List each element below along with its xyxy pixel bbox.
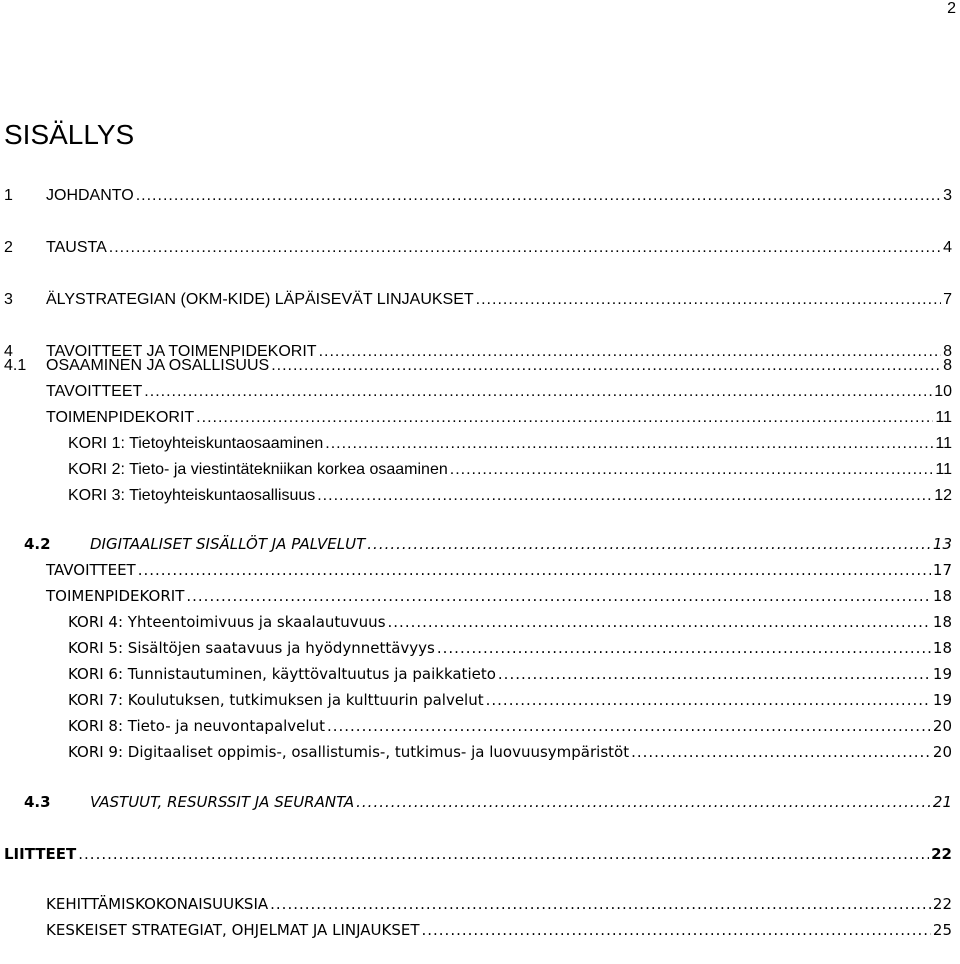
toc-leader: [327, 716, 931, 736]
toc-leader: [367, 534, 931, 554]
toc-entry-label: KESKEISET STRATEGIAT, OHJELMAT JA LINJAUKSET: [46, 921, 420, 939]
toc-entry-page: 17: [932, 561, 952, 579]
toc-entry-kori-8[interactable]: [0, 714, 960, 736]
toc-entry-page: 18: [932, 613, 952, 631]
toc-entry-page: 7: [943, 291, 952, 308]
toc-leader: [138, 560, 931, 580]
toc-entry-keskeiset-strategiat[interactable]: [0, 918, 960, 940]
toc-leader: [186, 586, 931, 606]
toc-entry-tausta[interactable]: [0, 236, 960, 258]
toc-entry-number: 4.1: [4, 357, 27, 374]
toc-entry-toimenpidekorit-2[interactable]: [0, 584, 960, 606]
toc-leader: [136, 186, 941, 206]
toc-entry-page: 20: [932, 717, 952, 735]
toc-entry-page: 3: [943, 187, 952, 204]
toc-entry-page: 22: [931, 845, 952, 863]
toc-leader: [317, 486, 932, 506]
toc-entry-toimenpidekorit[interactable]: [0, 406, 960, 428]
toc-leader: [631, 742, 931, 762]
toc-entry-number: 2: [4, 239, 13, 256]
toc-leader: [109, 238, 941, 258]
toc-entry-label: TAVOITTEET JA TOIMENPIDEKORIT: [46, 343, 317, 360]
toc-entry-page: 11: [935, 435, 952, 452]
toc-entry-kori-6[interactable]: [0, 662, 960, 684]
toc-title: SISÄLLYS: [4, 119, 135, 150]
toc-leader: [270, 894, 931, 914]
toc-entry-label: KEHITTÄMISKOKONAISUUKSIA: [46, 895, 269, 913]
toc-entry-4-2-digitaaliset[interactable]: [0, 532, 960, 554]
toc-entry-page: 21: [932, 793, 952, 811]
toc-entry-label: TOIMENPIDEKORIT: [46, 587, 185, 605]
toc-leader: [486, 690, 931, 710]
toc-leader: [388, 612, 931, 632]
toc-entry-kehittamiskokonaisuuksia[interactable]: [0, 892, 960, 914]
toc-entry-page: 11: [935, 461, 952, 478]
toc-entry-tavoitteet-2[interactable]: [0, 558, 960, 580]
toc-entry-label: JOHDANTO: [46, 187, 134, 204]
toc-entry-label: DIGITAALISET SISÄLLÖT JA PALVELUT: [90, 535, 366, 553]
toc-leader: [476, 290, 941, 310]
toc-entry-label: ÄLYSTRATEGIAN (OKM-KIDE) LÄPÄISEVÄT LINJAUKSET: [46, 291, 474, 308]
toc-entry-page: 18: [932, 639, 952, 657]
toc-entry-kori-5[interactable]: [0, 636, 960, 658]
toc-entry-number: 4.3: [24, 793, 51, 811]
toc-entry-tavoitteet[interactable]: [0, 380, 960, 402]
toc-entry-page: 12: [934, 487, 952, 504]
toc-entry-page: 19: [932, 691, 952, 709]
toc-entry-kori-4[interactable]: [0, 610, 960, 632]
toc-leader: [196, 408, 933, 428]
toc-entry-number: 4.2: [24, 535, 51, 553]
toc-leader: [356, 792, 931, 812]
toc-leader: [144, 382, 932, 402]
toc-entry-kori-2[interactable]: [0, 458, 960, 480]
toc-entry-page: 13: [932, 535, 952, 553]
toc-leader: [421, 920, 930, 940]
toc-entry-label: TAVOITTEET: [46, 561, 136, 579]
toc-entry-number: 3: [4, 291, 13, 308]
toc-entry-number: 4: [4, 343, 13, 360]
toc-leader: [450, 460, 934, 480]
toc-leader: [271, 356, 941, 376]
toc-leader: [325, 434, 933, 454]
toc-entry-kori-1[interactable]: [0, 432, 960, 454]
toc-entry-label: TAUSTA: [46, 239, 107, 256]
toc-entry-label: KORI 2: Tieto- ja viestintätekniikan korkea osaaminen: [68, 461, 448, 478]
toc-entry-label: LIITTEET: [4, 845, 77, 863]
toc-entry-label: KORI 6: Tunnistautuminen, käyttövaltuutus ja paikkatieto: [68, 665, 496, 683]
toc-entry-4-1-osaaminen[interactable]: [0, 354, 960, 376]
toc-entry-label: KORI 1: Tietoyhteiskuntaosaaminen: [68, 435, 324, 452]
toc-entry-kori-3[interactable]: [0, 484, 960, 506]
toc-entry-label: KORI 7: Koulutuksen, tutkimuksen ja kulttuurin palvelut: [68, 691, 484, 709]
toc-leader: [498, 664, 931, 684]
toc-entry-liitteet[interactable]: [0, 842, 960, 864]
toc-entry-label: OSAAMINEN JA OSALLISUUS: [46, 357, 270, 374]
toc-entry-page: 10: [934, 383, 952, 400]
toc-entry-page: 11: [935, 409, 952, 426]
toc-entry-alystrategia[interactable]: [0, 288, 960, 310]
toc-entry-label: TAVOITTEET: [46, 383, 143, 400]
toc-entry-label: KORI 5: Sisältöjen saatavuus ja hyödynnettävyys: [68, 639, 435, 657]
page-number: 2: [947, 0, 956, 17]
toc-entry-page: 19: [932, 665, 952, 683]
toc-entry-label: TOIMENPIDEKORIT: [46, 409, 195, 426]
toc-entry-label: KORI 9: Digitaaliset oppimis-, osallistumis-, tutkimus- ja luovuusympäristöt: [68, 743, 630, 761]
toc-entry-label: KORI 4: Yhteentoimivuus ja skaalautuvuus: [68, 613, 386, 631]
toc-entry-kori-9[interactable]: [0, 740, 960, 762]
toc-entry-johdanto[interactable]: [0, 184, 960, 206]
toc-entry-page: 8: [943, 343, 952, 360]
toc-leader: [78, 844, 929, 864]
toc-entry-page: 22: [932, 895, 952, 913]
toc-entry-page: 20: [932, 743, 952, 761]
toc-entry-page: 18: [932, 587, 952, 605]
toc-leader: [437, 638, 931, 658]
toc-entry-label: KORI 3: Tietoyhteiskuntaosallisuus: [68, 487, 316, 504]
toc-entry-kori-7[interactable]: [0, 688, 960, 710]
toc-entry-number: 1: [4, 187, 13, 204]
toc-entry-page: 8: [943, 357, 952, 374]
toc-entry-4-3-vastuut[interactable]: [0, 790, 960, 812]
toc-entry-label: KORI 8: Tieto- ja neuvontapalvelut: [68, 717, 325, 735]
toc-entry-page: 25: [932, 921, 952, 939]
toc-entry-label: VASTUUT, RESURSSIT JA SEURANTA: [90, 793, 355, 811]
toc-entry-page: 4: [943, 239, 952, 256]
